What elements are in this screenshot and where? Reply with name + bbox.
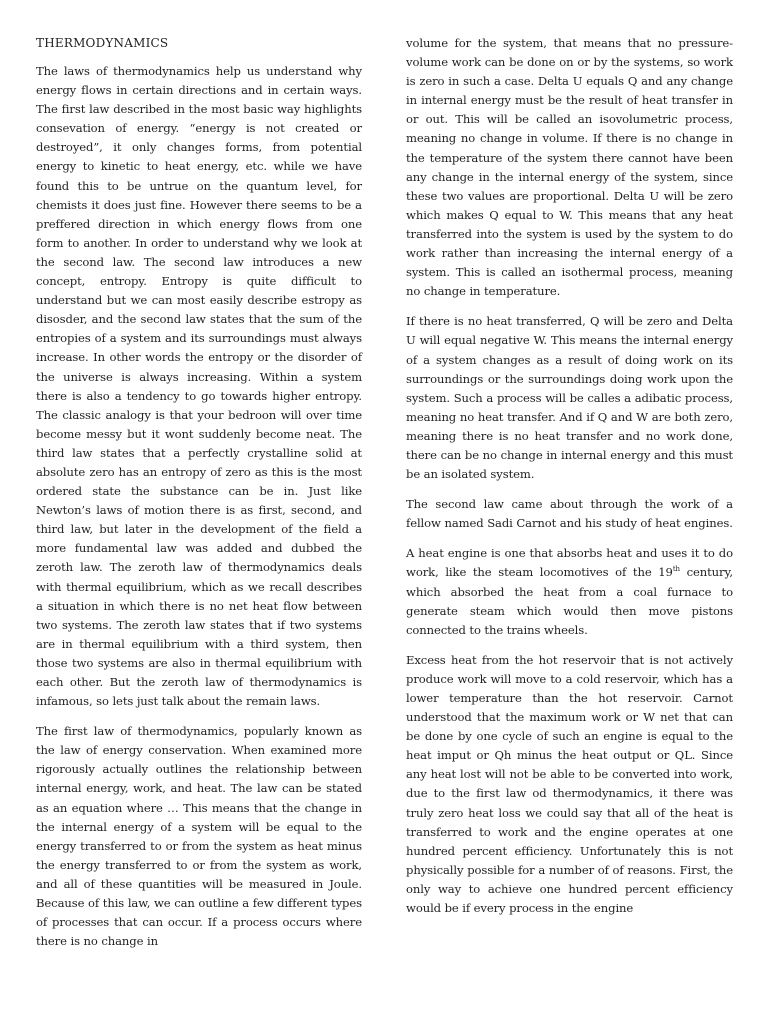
document-title: THERMODYNAMICS <box>36 36 169 50</box>
paragraph-isovolumetric-isothermal: volume for the system, that means that no pressure-volume work can be done on or by the systems, so work is zero in such a case. Delta U equals Q and any change in internal energy must be the result of heat transfer in or out. This will be called an isovolumetric process, meaning no change in volume. If there is no change in the temperature of the system there cannot have been any change in the internal energy of the system, since these two values are proportional. Delta U will be zero which makes Q equal to W. This means that any heat transferred into the system is used by the system to do work rather than increasing the internal energy of a system. This is called an isothermal process, meaning no change in temperature. <box>406 36 733 299</box>
heat-engine-text-b: century, which absorbed the heat from a coal furnace to generate steam which would then move pistons connected to the trains wheels. <box>406 565 733 637</box>
paragraph-efficiency: Excess heat from the hot reservoir that is not actively produce work will move to a cold reservoir, which has a lower temperature than the hot reservoir. Carnot understood that the maximum work or W net that can be done by one cycle of such an engine is equal to the heat imput or Qh minus the heat output or QL. Since any heat lost will not be able to be converted into work, due to the first law od thermodynamics, it there was truly zero heat loss we could say that all of the heat is transferred to work and the engine operates at one hundred percent efficiency. Unfortunately this is not physically possible for a number of of reasons. First, the only way to achieve one hundred percent efficiency would be if every process in the engine <box>406 652 733 916</box>
paragraph-first-law: The first law of thermodynamics, popularly known as the law of energy conservation. When examined more rigorously actually outlines the relationship between internal energy, work, and heat. The law can be stated as an equation where … This means that the change in the internal energy of a system will be equal to the energy transferred to or from the system as heat minus the energy transferred to or from the system as work, and all of these quantities will be measured in Joule. Because of this law, we can outline a few different types of processes that can occur. If a process occurs where there is no change in <box>36 724 362 949</box>
heat-engine-text-a: A heat engine is one that absorbs heat and uses it to do work, like the steam locomotives of the 19 <box>406 546 733 580</box>
ordinal-superscript: th <box>672 565 680 574</box>
right-column <box>406 34 733 929</box>
left-column <box>36 34 362 962</box>
paragraph-laws-overview: The laws of thermodynamics help us understand why energy flows in certain directions and in certain ways. The first law described in the most basic way highlights consevation of energy. “energy is not created or destroyed”, it only changes forms, from potential energy to kinetic to heat energy, etc. while we have found this to be untrue on the quantum level, for chemists it does just fine. However there seems to be a preffered direction in which energy flows from one form to another. In order to understand why we look at the second law. The second law introduces a new concept, entropy. Entropy is quite difficult to understand but we can most easily describe estropy as disosder, and the second law states that the sum of the entropies of a system and its surroundings must always increase. In other words the entropy or the disorder of the universe is always increasing. Within a system there is also a tendency to go towards higher entropy. The classic analogy is that your bedroon will over time become messy but it wont suddenly become neat. The third law states that a perfectly crystalline solid at absolute zero has an entropy of zero as this is the most ordered state the substance can be in. Just like Newton’s laws of motion there is as first, second, and third law, but later in the development of the field a more fundamental law was added and dubbed the zeroth law. The zeroth law of thermodynamics deals with thermal equilibrium, which as we recall describes a situation in which there is no net heat flow between two systems. The zeroth law states that if two systems are in thermal equilibrium with a third system, then those two systems are also in thermal equilibrium with each other. But the zeroth law of thermodynamics is infamous, so lets just talk about the remain laws. <box>36 64 362 709</box>
paragraph-heat-engine <box>406 544 733 639</box>
paragraph-adiabatic: If there is no heat transferred, Q will be zero and Delta U will equal negative W. This means the internal energy of a system changes as a result of doing work on its surroundings or the surroundings doing work upon the system. Such a process will be calles a adibatic process, meaning no heat transfer. And if Q and W are both zero, meaning there is no heat transfer and no work done, there can be no change in internal energy and this must be an isolated system. <box>406 314 733 482</box>
paragraph-second-law-carnot: The second law came about through the work of a fellow named Sadi Carnot and his study of heat engines. <box>406 497 733 531</box>
